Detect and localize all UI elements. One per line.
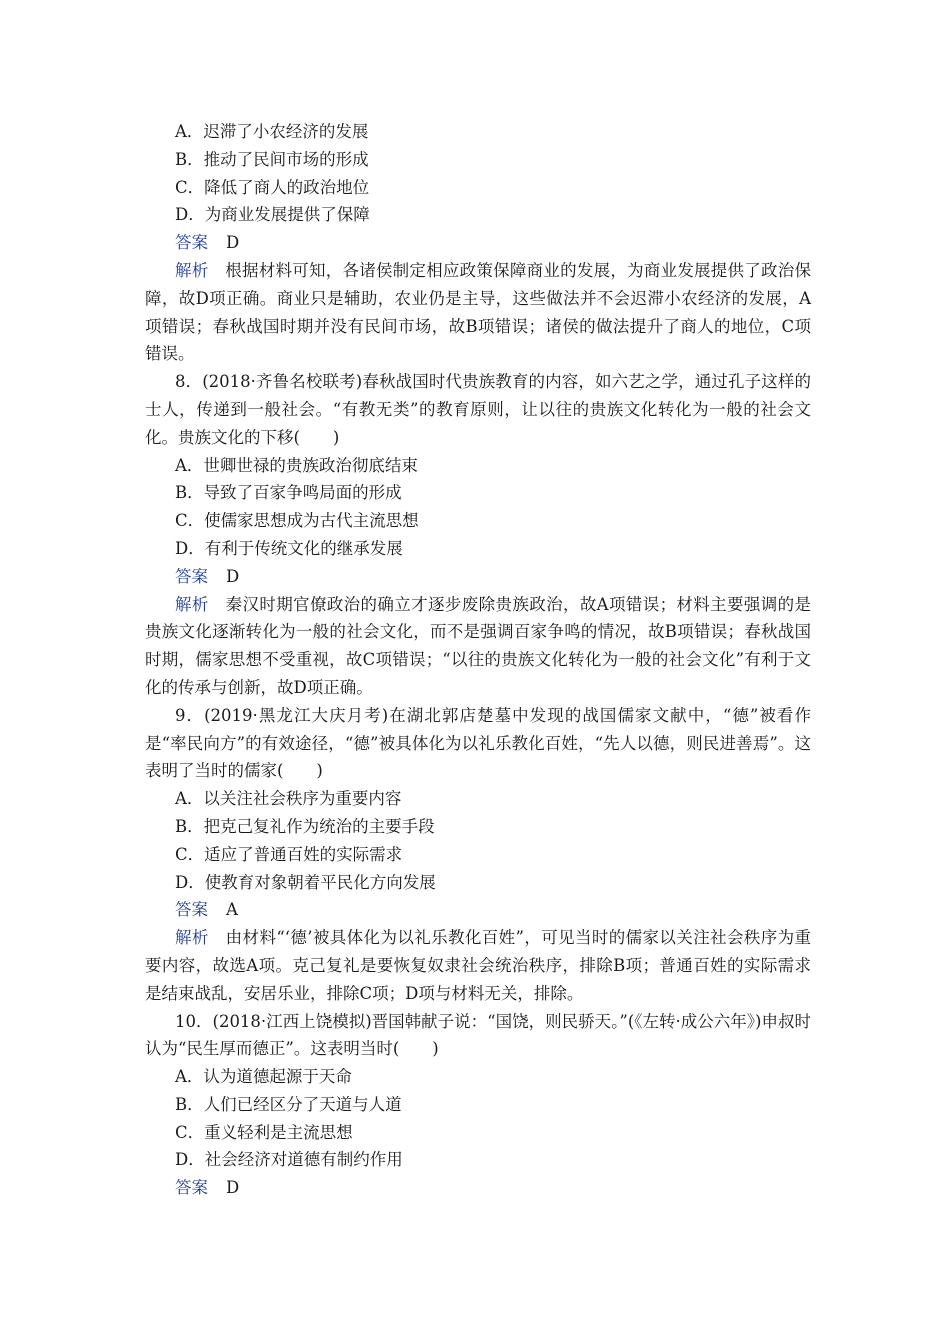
question-stem: 10．(2018·江西上饶模拟)晋国韩献子说：“国饶，则民骄天。”(《左转·成公六年》)申叔时认为“民生厚而德正”。这表明当时( ): [145, 1011, 811, 1059]
answer-label: 答案: [175, 233, 208, 253]
analysis-label: 解析: [175, 594, 209, 614]
option-d: D．有利于传统文化的继承发展: [175, 538, 403, 558]
answer-value: D: [226, 233, 240, 253]
answer-line: [145, 563, 811, 591]
option-c: C．降低了商人的政治地位: [175, 177, 370, 197]
question-8: [145, 368, 811, 702]
analysis-label: 解析: [175, 928, 209, 948]
answer-value: A: [226, 900, 238, 920]
answer-line: [145, 896, 811, 924]
option-b: B．导致了百家争鸣局面的形成: [175, 483, 402, 503]
question-9: [145, 702, 811, 1008]
answer-label: 答案: [175, 1178, 208, 1198]
answer-line: [145, 1174, 811, 1202]
option-d: D．使教育对象朝着平民化方向发展: [175, 872, 436, 892]
analysis-text: 由材料“‘德’被具体化为以礼乐教化百姓”，可见当时的儒家以关注社会秩序为重要内容，故选A项。克己复礼是要恢复奴隶社会统治秩序，排除B项；普通百姓的实际需求是结束战乱，安居乐业，排除C项；D项与材料无关，排除。: [145, 928, 812, 1003]
analysis-text: 根据材料可知，各诸侯制定相应政策保障商业的发展，为商业发展提供了政治保障，故D项正确。商业只是辅助，农业仍是主导，这些做法并不会迟滞小农经济的发展，A项错误；春秋战国时期并没有民间市场，故B项错误；诸侯的做法提升了商人的地位，C项错误。: [145, 260, 812, 364]
answer-label: 答案: [175, 900, 208, 920]
answer-value: D: [226, 1178, 240, 1198]
option-b: B．推动了民间市场的形成: [175, 149, 369, 169]
option-b: B．把克己复礼作为统治的主要手段: [175, 816, 435, 836]
analysis-label: 解析: [175, 260, 209, 280]
analysis-text: 秦汉时期官僚政治的确立才逐步废除贵族政治，故A项错误；材料主要强调的是贵族文化逐渐转化为一般的社会文化，而不是强调百家争鸣的情况，故B项错误；春秋战国时期，儒家思想不受重视，故C项错误；“以往的贵族文化转化为一般的社会文化”有利于文化的传承与创新，故D项正确。: [145, 594, 812, 697]
option-a: A．以关注社会秩序为重要内容: [175, 789, 402, 809]
option-a: A．认为道德起源于天命: [175, 1067, 352, 1087]
option-d: D．为商业发展提供了保障: [175, 205, 370, 225]
question-10: [145, 1008, 811, 1203]
analysis-paragraph: [145, 257, 811, 368]
option-c: C．重义轻利是主流思想: [175, 1122, 353, 1142]
answer-line: [145, 229, 811, 257]
option-a: A．迟滞了小农经济的发展: [175, 122, 369, 141]
option-b: B．人们已经区分了天道与人道: [175, 1094, 402, 1114]
option-c: C．使儒家思想成为古代主流思想: [175, 511, 419, 531]
analysis-paragraph: [145, 591, 811, 702]
question-stem: 8．(2018·齐鲁名校联考)春秋战国时代贵族教育的内容，如六艺之学，通过孔子这样的士人，传递到一般社会。“有教无类”的教育原则，让以往的贵族文化转化为一般的社会文化。贵族文化的下移( ): [145, 372, 811, 447]
page-content: [145, 118, 811, 1202]
question-stem: 9．(2019·黑龙江大庆月考)在湖北郭店楚墓中发现的战国儒家文献中，“德”被看作是“率民向方”的有效途径，“德”被具体化为以礼乐教化百姓，“先人以德，则民进善焉”。这表明了当时的儒家( ): [145, 705, 811, 781]
analysis-paragraph: [145, 924, 811, 1007]
option-a: A．世卿世禄的贵族政治彻底结束: [175, 455, 418, 475]
question-7: [145, 118, 811, 368]
option-c: C．适应了普通百姓的实际需求: [175, 844, 403, 864]
option-d: D．社会经济对道德有制约作用: [175, 1150, 403, 1170]
answer-value: D: [226, 566, 240, 586]
answer-label: 答案: [175, 566, 208, 586]
